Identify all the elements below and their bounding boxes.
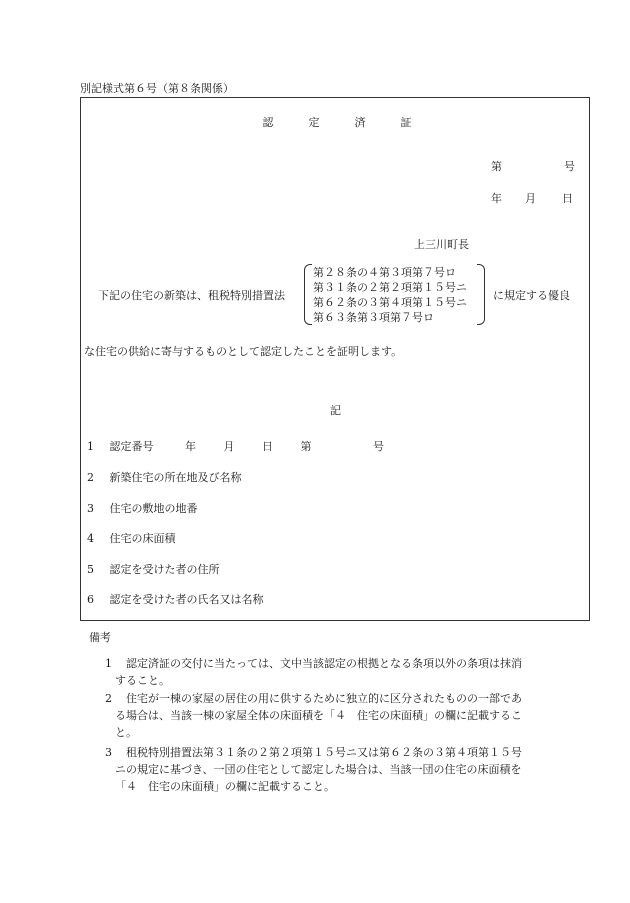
note-line: 住宅が一棟の家屋の居住の用に供するために独立的に区分されたものの一部であ (126, 692, 522, 705)
item-number: 1 (87, 440, 94, 453)
title-char: 定 (308, 116, 320, 129)
item-dai: 第 (300, 440, 312, 453)
item-label: 認定を受けた者の氏名又は名称 (109, 593, 264, 606)
item-label: 新築住宅の所在地及び名称 (109, 471, 242, 484)
note-line: 認定済証の交付に当たっては、文中当該認定の根拠となる条項以外の条項は抹消 (126, 657, 522, 670)
note-line: ニの規定に基づき、一団の住宅として認定した場合は、当該一団の住宅の床面積を (115, 763, 522, 776)
item-3 (87, 500, 198, 516)
title-char: 認 (262, 116, 274, 129)
article-item: 第３１条の２第２項第１５号ニ (313, 281, 467, 294)
note-line: 「４ 住宅の床面積」の欄に記載すること。 (115, 780, 335, 793)
ki-heading: 記 (330, 404, 341, 417)
note-number: 2 (105, 692, 112, 705)
body-lead: 下記の住宅の新築は、租税特別措置法 (98, 289, 285, 302)
right-brace (477, 264, 485, 325)
item-number: 5 (87, 563, 94, 576)
note-line: すること。 (115, 674, 170, 687)
date-month: 月 (525, 192, 536, 205)
article-item: 第６２条の３第４項第１５号ニ (313, 296, 467, 309)
left-brace (304, 264, 312, 325)
item-month: 月 (223, 440, 235, 453)
body-continuation: な住宅の供給に寄与するものとして認定したことを証明します。 (84, 345, 403, 358)
item-6 (87, 591, 264, 607)
note-number: 3 (105, 746, 112, 759)
note-3 (105, 744, 522, 795)
item-2 (87, 469, 242, 485)
form-label: 別記様式第６号（第８条関係） (80, 82, 234, 95)
item-day: 日 (262, 440, 273, 453)
title-char: 証 (400, 116, 412, 129)
item-label: 認定番号 (109, 440, 154, 453)
notes-heading: 備考 (89, 631, 111, 644)
issuer: 上三川町長 (414, 238, 469, 251)
article-bracket (304, 264, 485, 325)
item-1 (87, 438, 384, 454)
note-line: と。 (115, 726, 137, 739)
certificate-number-go: 号 (564, 160, 575, 173)
note-1 (105, 655, 522, 689)
item-go: 号 (373, 440, 384, 453)
item-year: 年 (185, 440, 196, 453)
article-list (313, 265, 467, 325)
item-number: 2 (87, 471, 94, 484)
body-trail: に規定する優良 (493, 289, 570, 302)
item-label: 住宅の敷地の地番 (109, 502, 198, 515)
note-line: る場合は、当該一棟の家屋全体の床面積を「４ 住宅の床面積」の欄に記載するこ (115, 709, 522, 722)
date-day: 日 (562, 192, 573, 205)
item-label: 認定を受けた者の住所 (109, 563, 220, 576)
note-2 (105, 690, 522, 741)
title-char: 済 (354, 116, 366, 129)
item-4 (87, 530, 176, 546)
item-label: 住宅の床面積 (109, 532, 176, 545)
note-line: 租税特別措置法第３１条の２第２項第１５号ニ又は第６２条の３第４項第１５号 (126, 746, 522, 759)
certificate-number-dai: 第 (491, 160, 502, 173)
item-number: 3 (87, 502, 94, 515)
item-number: 6 (87, 593, 94, 606)
date-year: 年 (491, 192, 502, 205)
item-number: 4 (87, 532, 94, 545)
item-5 (87, 561, 220, 577)
article-item: 第６３条第３項第７号ロ (313, 311, 434, 324)
article-item: 第２８条の４第３項第７号ロ (313, 266, 456, 279)
note-number: 1 (105, 657, 112, 670)
certificate-title (245, 114, 429, 130)
